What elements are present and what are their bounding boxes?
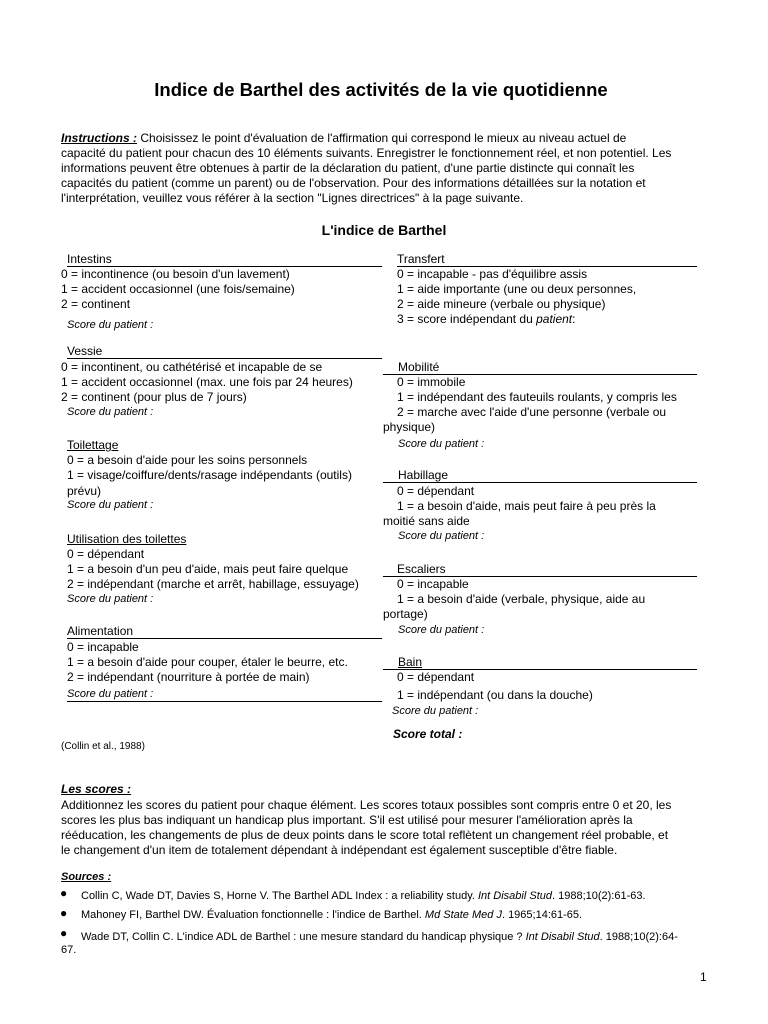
vessie-score: Score du patient : [67, 406, 154, 418]
instructions-line: capacité du patient pour chacun des 10 éléments suivants. Enregistrer le fonctionnement réel, et non potentiel. Les [61, 146, 672, 160]
page-number: 1 [700, 970, 707, 984]
intestins-item: 1 = accident occasionnel (une fois/semaine) [61, 282, 295, 296]
escaliers-score: Score du patient : [398, 624, 485, 636]
habillage-item: moitié sans aide [383, 514, 470, 528]
transfert-last-prefix: 3 = score indépendant du [397, 312, 537, 326]
instructions-line: capacités du patient (comme un parent) ou de l'observation. Pour des informations détaillées sur la notation et [61, 176, 646, 190]
source-item [81, 931, 678, 943]
scores-line: scores les plus bas indiquant un handicap plus important. S'il est utilisé pour mesurer l'amélioration après la [61, 813, 633, 827]
mobilite-item: 2 = marche avec l'aide d'une personne (verbale ou [397, 405, 667, 419]
transfert-heading: Transfert [397, 252, 697, 267]
mobilite-heading: Mobilité [398, 360, 440, 374]
toilettes-item: 0 = dépendant [67, 547, 145, 561]
section-subtitle: L'indice de Barthel [321, 222, 447, 238]
source-text: Collin C, Wade DT, Davies S, Horne V. The Barthel ADL Index : a reliability study. [81, 890, 478, 902]
toilettes-item: 2 = indépendant (marche et arrêt, habillage, essuyage) [67, 577, 359, 591]
habillage-rule [383, 482, 697, 483]
transfert-last-suffix: : [572, 312, 576, 326]
habillage-score: Score du patient : [398, 530, 485, 542]
intestins-item: 0 = incontinence (ou besoin d'un lavement) [61, 267, 290, 281]
source-bullet-icon: ● [60, 926, 68, 940]
toilettage-item: 0 = a besoin d'aide pour les soins personnels [67, 453, 308, 467]
mobilite-item: 1 = indépendant des fauteuils roulants, y compris les [397, 390, 677, 404]
source-text: Mahoney FI, Barthel DW. Évaluation fonctionnelle : l'indice de Barthel. [81, 909, 425, 921]
habillage-heading: Habillage [398, 468, 449, 482]
alimentation-score: Score du patient : [67, 687, 382, 702]
toilettage-item: prévu) [67, 484, 102, 498]
page-title: Indice de Barthel des activités de la vie quotidienne [154, 79, 608, 100]
mobilite-item: 0 = immobile [397, 375, 466, 389]
transfert-item: 0 = incapable - pas d'équilibre assis [397, 267, 588, 281]
bain-item: 1 = indépendant (ou dans la douche) [397, 688, 593, 702]
habillage-item: 0 = dépendant [397, 484, 475, 498]
bain-heading: Bain [398, 655, 423, 669]
source-bullet-icon: ● [60, 886, 68, 900]
alimentation-item: 0 = incapable [67, 640, 139, 654]
alimentation-heading: Alimentation [67, 624, 382, 639]
source-tail: . 1988;10(2):64- [599, 931, 678, 943]
source-journal: Int Disabil Stud [478, 890, 552, 902]
intestins-item: 2 = continent [61, 297, 131, 311]
vessie-item: 1 = accident occasionnel (max. une fois par 24 heures) [61, 375, 353, 389]
escaliers-item: portage) [383, 607, 428, 621]
score-total-label: Score total : [393, 727, 463, 741]
vessie-item: 0 = incontinent, ou cathétérisé et incapable de se [61, 360, 323, 374]
instructions-line: Choisissez le point d'évaluation de l'affirmation qui correspond le mieux au niveau actuel de [137, 131, 627, 145]
instructions-line: informations peuvent être obtenues à partir de la déclaration du patient, d'une partie distincte qui connaît les [61, 161, 635, 175]
alimentation-item: 1 = a besoin d'aide pour couper, étaler le beurre, etc. [67, 655, 348, 669]
toilettes-score: Score du patient : [67, 593, 154, 605]
instructions-label: Instructions : [61, 131, 138, 145]
sources-heading: Sources : [61, 871, 112, 883]
vessie-heading: Vessie [67, 344, 382, 359]
transfert-item [397, 312, 575, 326]
source-tail: . 1988;10(2):61-63. [551, 890, 646, 902]
toilettage-heading: Toilettage [67, 438, 119, 452]
citation: (Collin et al., 1988) [61, 741, 145, 752]
source-tail: . 1965;14:61-65. [501, 909, 583, 921]
instructions-line: l'interprétation, veuillez vous référer à la section "Lignes directrices" à la page suivante. [61, 191, 524, 205]
scores-paragraph [61, 798, 711, 857]
transfert-item: 2 = aide mineure (verbale ou physique) [397, 297, 606, 311]
escaliers-heading: Escaliers [397, 562, 446, 576]
toilettes-heading: Utilisation des toilettes [67, 532, 187, 546]
intestins-score: Score du patient : [67, 319, 154, 331]
source-journal: Int Disabil Stud [525, 931, 600, 943]
bain-score: Score du patient : [392, 705, 479, 717]
habillage-item: 1 = a besoin d'aide, mais peut faire à peu près la [397, 499, 656, 513]
instructions [61, 131, 721, 205]
scores-line: Additionnez les scores du patient pour chaque élément. Les scores totaux possibles sont compris entre 0 et 20, les [61, 798, 672, 812]
vessie-item: 2 = continent (pour plus de 7 jours) [61, 390, 247, 404]
scores-line: rééducation, les changements de plus de deux points dans le score total reflètent un changement réel probable, et [61, 828, 669, 842]
mobilite-item: physique) [383, 420, 436, 434]
source-item-wrap: 67. [61, 944, 77, 956]
scores-heading: Les scores : [61, 782, 132, 796]
source-text: Wade DT, Collin C. L'indice ADL de Barthel : une mesure standard du handicap physique ? [81, 931, 526, 943]
escaliers-item: 1 = a besoin d'aide (verbale, physique, aide au [397, 592, 646, 606]
scores-line: le changement d'un item de totalement dépendant à indépendant est également susceptible d'être fiable. [61, 843, 618, 857]
transfert-item: 1 = aide importante (une ou deux personnes, [397, 282, 637, 296]
source-item [81, 890, 646, 902]
toilettes-item: 1 = a besoin d'un peu d'aide, mais peut faire quelque [67, 562, 349, 576]
transfert-last-italic: patient [536, 312, 573, 326]
toilettage-score: Score du patient : [67, 499, 154, 511]
source-item [81, 909, 582, 921]
escaliers-item: 0 = incapable [397, 577, 469, 591]
bain-item: 0 = dépendant [397, 670, 475, 684]
mobilite-score: Score du patient : [398, 438, 485, 450]
source-bullet-icon: ● [60, 906, 68, 920]
source-journal: Md State Med J [424, 909, 502, 921]
toilettage-item: 1 = visage/coiffure/dents/rasage indépendants (outils) [67, 468, 352, 482]
intestins-heading: Intestins [67, 252, 382, 267]
alimentation-item: 2 = indépendant (nourriture à portée de main) [67, 670, 310, 684]
